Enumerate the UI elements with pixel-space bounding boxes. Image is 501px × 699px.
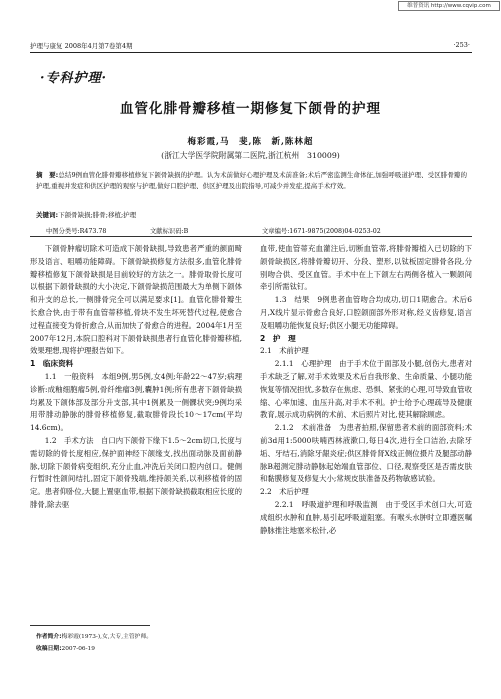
article-title: 血管化腓骨瓣移植一期修复下颌骨的护理 — [120, 101, 381, 117]
body-paragraph: 1.3 结果 9例患者血管吻合均成功,切口1期愈合。术后6月,X线片显示骨愈合良好,口腔颌面部外形对称,经义齿修复,语言及咀嚼功能恢复良好;供区小腿无功能障碍。 — [260, 295, 472, 330]
footnote-rule — [30, 625, 150, 626]
affiliation: (浙江大学医学院附属第二医院,浙江杭州 310009) — [161, 151, 340, 160]
keywords-label: 关键词: — [36, 211, 59, 219]
author-note-label: 作者简介: — [36, 634, 62, 640]
subsection-heading: 2.2 术后护理 — [260, 487, 309, 497]
clc-number: 中图分类号:R473.78 — [46, 228, 107, 235]
author-note — [36, 631, 152, 640]
received-text: 2007-06-19 — [61, 646, 95, 652]
received-label: 收稿日期: — [36, 646, 62, 652]
watermark-banner: 维普资讯 http://www.cqvip.com — [398, 1, 500, 11]
body-paragraph: 血带,使血管蒂充血灌注后,切断血管蒂,将腓骨瓣植入已切除的下颌骨缺损区,将腓骨瓣切开、分段、塑形,以钛板固定腓骨各段,分别吻合供、受区血管。手术中在上下颌左右两侧各植入一颗颌间牵引所需钛钉。 — [260, 244, 472, 292]
right-column — [260, 243, 472, 537]
meta-rule — [30, 236, 472, 237]
page-number: ·253· — [453, 41, 470, 49]
body-paragraph: 2.1.2 术前准备 为患者拍照,保留患者术前的面部资料;术前3d用1:5000呋喃西林液漱口,每日4次,进行全口洁治,去除牙垢、牙结石,消除牙龈炎症;供区腓骨肾X线正侧位摄片及腿部动静脉B超测定腓动静脉起始端血管部位、口径,观察受区是否需皮肤和黏膜修复及修复大小;常规皮肤准备及药物敏感试验。 — [260, 423, 472, 484]
subsection-heading: 2.1 术前护理 — [260, 346, 309, 356]
body-paragraph: 2.1.1 心理护理 由于手术位于面部及小腿,创伤大,患者对手术缺乏了解,对手术效果及术后自我形象、生命质量、小腿功能恢复等情况担忧,多数存在焦虑、恐惧、紧张的心理,可导致血管收缩、心率加速、血压升高,对手术不利。护士给予心理疏导及健康教育,展示成功病例的术前、术后照片对比,使其解除顾虑。 — [260, 359, 472, 420]
abstract — [36, 170, 467, 192]
abstract-text: 总结9例血管化腓骨瓣移植修复下颌骨缺损的护理。认为术前做好心理护理及术前准备;术后严密监测生命体征,加强呼吸道护理、受区腓骨瓣的护理,重视并发症和供区护理的观察与护理,做好口腔护理、供区护理及出院指导,可减少并发症,提高手术疗效。 — [36, 171, 467, 191]
journal-header: 护理与康复 2008年4月第7卷第4期 — [30, 42, 133, 50]
left-column — [30, 243, 242, 512]
body-paragraph: 1.1 一般资料 本组9例,男5例,女4例;年龄22～47岁;病理诊断:成釉细胞瘤5例,骨纤维瘤3例,囊肿1例;所有患者下颌骨缺损均累及下颌体部及部分升支部,其中1例累及一侧髁状突;9例均采用带腓动静脉的腓骨移植修复,截取腓骨段长10～17cm(平均14.6cm)。 — [30, 371, 242, 433]
section-heading: 1 临床资料 — [30, 359, 74, 369]
document-code: 文献标识码:B — [150, 228, 189, 235]
author-note-text: 梅彩霞(1973-),女,大专,主管护师。 — [61, 634, 153, 640]
author-list: 梅彩霞,马 斐,陈 新,陈林超 — [187, 137, 314, 147]
abstract-label: 摘 要: — [36, 171, 59, 179]
received-date — [36, 643, 95, 652]
body-paragraph: 2.2.1 呼吸道护理和呼吸监测 由于受区手术创口大,可造成组织水肿和血肿,易引起呼吸道阻塞。有喉头水肿时立即遵医嘱静脉推注地塞米松针,必 — [260, 499, 472, 535]
section-tag: ·专科护理· — [40, 71, 108, 86]
keywords — [36, 210, 136, 219]
header-rule — [30, 52, 472, 53]
body-paragraph: 1.2 手术方法 自口内下颌骨下缘下1.5～2cm切口,长度与需切除的骨长度相应,保护面神经下颌缘支,找出面动脉及面前静脉,切除下颌骨病变组织,充分止血,冲洗后关闭口腔内创口。健侧行暂时性颌间结扎,固定下颌骨残端,维持颌关系,以利移植骨的固定。患者仰卧位,大腿上置驱血带,根据下颌骨缺损截取相应长度的腓骨,除去驱 — [30, 435, 242, 509]
intro-paragraph: 下颌骨肿瘤切除术可造成下颌骨缺损,导致患者严重的颜面畸形及语言、咀嚼功能障碍。下颌骨缺损修复方法很多,血管化腓骨瓣移植修复下颌骨缺损是目前较好的方法之一。腓骨取骨长度可以根据下颌骨缺损的大小决定,下颌骨缺损范围最大为单侧下颌体和升支的总长,一侧腓骨完全可以满足要求[1]。血管化腓骨瓣生长愈合快,由于带有血管蒂移植,骨块不发生坏死替代过程,使愈合过程直接变为骨折愈合,从而加快了骨愈合的进程。2004年1月至2007年12月,本院口腔科对下颌骨缺损患者行血管化腓骨瓣移植,效果理想,现将护理报告如下。 — [30, 244, 242, 356]
section-heading: 2 护 理 — [260, 333, 296, 343]
keywords-text: 下颌骨缺损;腓骨;移植;护理 — [58, 211, 137, 219]
article-number: 文章编号:1671-9875(2008)04-0253-02 — [262, 228, 381, 235]
